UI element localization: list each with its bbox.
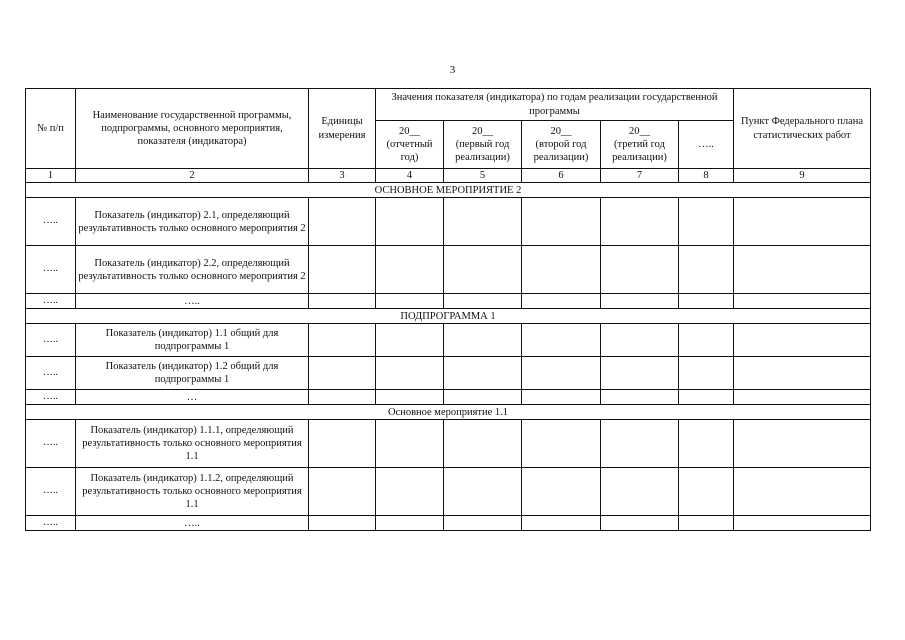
value-cell: [522, 420, 601, 468]
row-num: …..: [26, 198, 76, 246]
value-cell: [601, 294, 679, 309]
value-cell: [679, 420, 734, 468]
value-cell: [601, 324, 679, 357]
value-cell: [601, 390, 679, 405]
table-row: [26, 516, 871, 531]
value-cell: [734, 357, 871, 390]
table-row: [26, 246, 871, 294]
header-year-4-label: (третий год реализации): [612, 138, 667, 164]
value-cell: [309, 294, 376, 309]
value-cell: [601, 468, 679, 516]
value-cell: [734, 420, 871, 468]
value-cell: [376, 516, 444, 531]
table-row: [26, 324, 871, 357]
section-title: ОСНОВНОЕ МЕРОПРИЯТИЕ 2: [26, 183, 871, 198]
col-number: 9: [734, 169, 871, 183]
col-number: 4: [376, 169, 444, 183]
value-cell: [376, 324, 444, 357]
value-cell: [522, 324, 601, 357]
value-cell: [376, 468, 444, 516]
indicator-name: …: [76, 390, 309, 405]
header-year-1-year: 20__: [399, 125, 420, 137]
indicators-table: [25, 88, 871, 531]
value-cell: [522, 198, 601, 246]
row-num: …..: [26, 420, 76, 468]
value-cell: [444, 420, 522, 468]
row-num: …..: [26, 324, 76, 357]
value-cell: [522, 516, 601, 531]
row-num: …..: [26, 357, 76, 390]
value-cell: [522, 294, 601, 309]
header-col-units: Единицы измерения: [309, 89, 376, 169]
row-num: …..: [26, 294, 76, 309]
value-cell: [601, 246, 679, 294]
header-year-1-label: (отчетный год): [386, 138, 433, 164]
value-cell: [309, 468, 376, 516]
value-cell: [679, 468, 734, 516]
table-row: [26, 390, 871, 405]
value-cell: [444, 390, 522, 405]
value-cell: [522, 390, 601, 405]
header-year-4-year: 20__: [629, 125, 650, 137]
page-number: 3: [449, 64, 456, 76]
indicator-name: Показатель (индикатор) 1.1 общий для подпрограммы 1: [76, 324, 309, 357]
indicator-name: …..: [76, 516, 309, 531]
value-cell: [522, 468, 601, 516]
header-year-2: [444, 121, 522, 169]
row-num: …..: [26, 246, 76, 294]
value-cell: [734, 246, 871, 294]
col-number: 8: [679, 169, 734, 183]
row-num: …..: [26, 516, 76, 531]
header-col-values-group: Значения показателя (индикатора) по годам реализации государственной программы: [376, 89, 734, 121]
value-cell: [601, 420, 679, 468]
value-cell: [522, 246, 601, 294]
value-cell: [309, 390, 376, 405]
value-cell: [444, 468, 522, 516]
header-year-3-year: 20__: [550, 125, 572, 137]
column-numbers-row: [26, 169, 871, 183]
header-year-2-year: 20__: [472, 125, 493, 137]
col-number: 5: [444, 169, 522, 183]
value-cell: [679, 357, 734, 390]
value-cell: [444, 357, 522, 390]
header-year-4: [601, 121, 679, 169]
value-cell: [734, 390, 871, 405]
value-cell: [679, 246, 734, 294]
value-cell: [734, 198, 871, 246]
table-row: [26, 294, 871, 309]
col-number: 1: [26, 169, 76, 183]
indicator-name: …..: [76, 294, 309, 309]
header-col-num: № п/п: [26, 89, 76, 169]
row-num: …..: [26, 468, 76, 516]
value-cell: [679, 390, 734, 405]
header-col-name: Наименование государственной программы, подпрограммы, основного мероприятия, показателя (индикатора): [76, 89, 309, 169]
value-cell: [309, 420, 376, 468]
value-cell: [376, 246, 444, 294]
header-year-5-label: …..: [698, 138, 714, 150]
value-cell: [376, 420, 444, 468]
value-cell: [734, 468, 871, 516]
section-title: ПОДПРОГРАММА 1: [26, 309, 871, 324]
value-cell: [309, 246, 376, 294]
value-cell: [444, 324, 522, 357]
value-cell: [601, 198, 679, 246]
header-year-3-label: (второй год реализации): [533, 138, 589, 164]
value-cell: [376, 294, 444, 309]
value-cell: [444, 246, 522, 294]
value-cell: [679, 294, 734, 309]
value-cell: [376, 198, 444, 246]
value-cell: [679, 198, 734, 246]
table-row: [26, 420, 871, 468]
value-cell: [444, 294, 522, 309]
header-year-5: [679, 121, 734, 169]
value-cell: [376, 357, 444, 390]
row-num: …..: [26, 390, 76, 405]
table-row: [26, 468, 871, 516]
value-cell: [444, 198, 522, 246]
value-cell: [601, 516, 679, 531]
table-row: [26, 357, 871, 390]
section-title: Основное мероприятие 1.1: [26, 405, 871, 420]
header-col-fed-plan: Пункт Федерального плана статистических работ: [734, 89, 871, 169]
value-cell: [309, 198, 376, 246]
value-cell: [522, 357, 601, 390]
indicator-name: Показатель (индикатор) 1.1.2, определяющий результативность только основного мероприятия 1.1: [76, 468, 309, 516]
table-row: [26, 198, 871, 246]
value-cell: [679, 516, 734, 531]
header-year-3: [522, 121, 601, 169]
value-cell: [444, 516, 522, 531]
value-cell: [601, 357, 679, 390]
value-cell: [734, 294, 871, 309]
col-number: 2: [76, 169, 309, 183]
value-cell: [309, 516, 376, 531]
header-year-2-label: (первый год реализации): [455, 138, 510, 164]
value-cell: [376, 390, 444, 405]
indicator-name: Показатель (индикатор) 2.1, определяющий результативность только основного мероприятия 2: [76, 198, 309, 246]
indicator-name: Показатель (индикатор) 1.2 общий для подпрограммы 1: [76, 357, 309, 390]
value-cell: [734, 516, 871, 531]
indicator-name: Показатель (индикатор) 2.2, определяющий результативность только основного мероприятия 2: [76, 246, 309, 294]
col-number: 7: [601, 169, 679, 183]
value-cell: [734, 324, 871, 357]
value-cell: [679, 324, 734, 357]
value-cell: [309, 357, 376, 390]
value-cell: [309, 324, 376, 357]
header-year-1: [376, 121, 444, 169]
col-number: 6: [522, 169, 601, 183]
indicator-name: Показатель (индикатор) 1.1.1, определяющий результативность только основного мероприятия 1.1: [76, 420, 309, 468]
col-number: 3: [309, 169, 376, 183]
